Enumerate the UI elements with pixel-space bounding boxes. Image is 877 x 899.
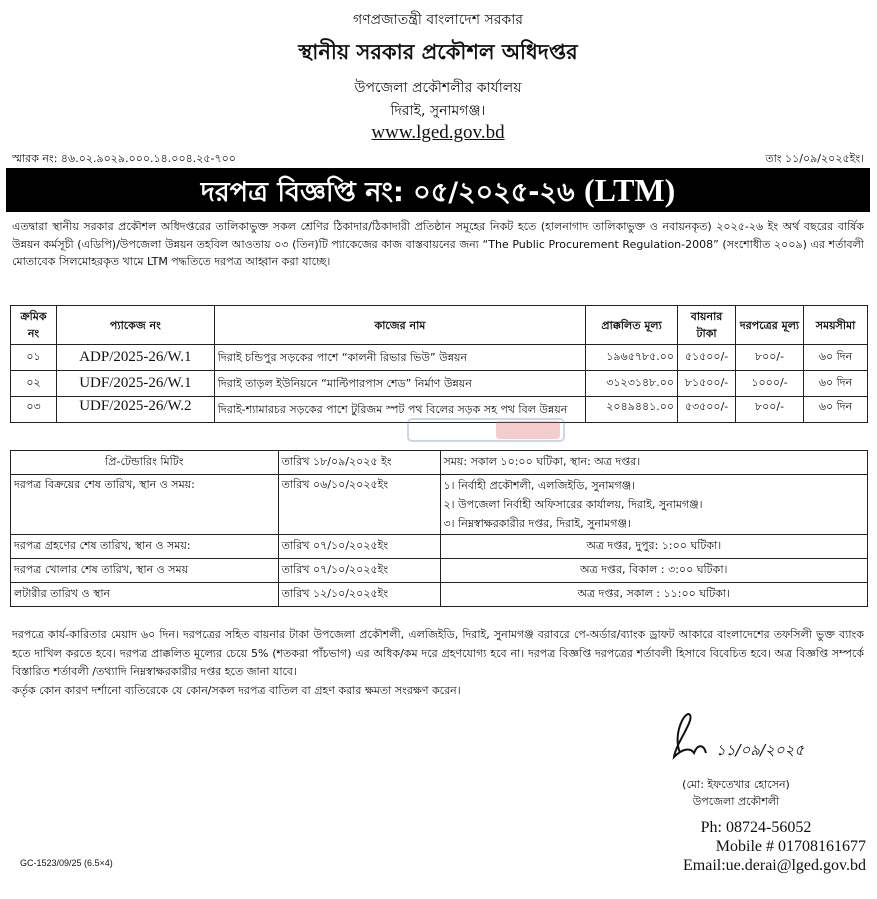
place-item: ১। নির্বাহী প্রকৌশলী, এলজিইডি, সুনামগঞ্জ।	[443, 479, 636, 492]
signatory-designation: উপজেলা প্রকৌশলী	[692, 795, 780, 808]
cell-earnest: ৮১৫০০/-	[678, 371, 736, 397]
government-name: গণপ্রজাতন্ত্রী বাংলাদেশ সরকার	[353, 12, 523, 28]
tender-notice	[6, 0, 870, 897]
memo-number: স্মারক নং: ৪৬.০২.৯০২৯.০০০.১৪.০০৪.২৫-৭০০	[12, 152, 236, 165]
package-table	[10, 305, 868, 423]
place-item: ৩। নিম্নস্বাক্ষরকারীর দপ্তর, দিরাই, সুনামগঞ্জ।	[443, 517, 631, 530]
department-name: স্থানীয় সরকার প্রকৌশল অধিদপ্তর	[298, 40, 578, 64]
website-link[interactable]: www.lged.gov.bd	[371, 122, 505, 143]
schedule-row	[11, 559, 868, 583]
cell-package: UDF/2025-26/W.1	[56, 371, 214, 397]
schedule-detail: অত্র দপ্তর, দুপুর: ১:০০ ঘটিকা।	[440, 535, 867, 559]
col-header-time: সময়সীমা	[803, 306, 867, 345]
mobile-number: Mobile # 01708161677	[715, 838, 866, 855]
col-header-sl: ক্রমিক নং	[11, 306, 57, 345]
cell-price: ৮০০/-	[736, 397, 804, 423]
cell-sl: ০১	[11, 345, 57, 371]
col-header-package: প্যাকেজ নং	[56, 306, 214, 345]
notice-title-banner	[6, 168, 870, 212]
signatory-block	[606, 776, 866, 810]
cell-sl: ০৩	[11, 397, 57, 423]
schedule-date: তারিখ ০৭/১০/২০২৫ইং	[278, 535, 440, 559]
col-header-price: দরপত্রের মূল্য	[736, 306, 804, 345]
place-item: ২। উপজেলা নির্বাহী অফিসারের কার্যালয়, দিরাই, সুনামগঞ্জ।	[443, 498, 703, 511]
cell-time: ৬০ দিন	[803, 397, 867, 423]
table-header-row	[11, 306, 868, 345]
schedule-label: প্রি-টেন্ডারিং মিটিং	[11, 451, 279, 475]
cell-package: ADP/2025-26/W.1	[56, 345, 214, 371]
notice-date: তাং ১১/০৯/২০২৫ইং।	[765, 152, 864, 165]
schedule-row	[11, 475, 868, 535]
terms-paragraph	[12, 626, 864, 700]
schedule-label: দরপত্র গ্রহণের শেষ তারিখ, স্থান ও সময়:	[11, 535, 279, 559]
col-header-cost: প্রাক্কলিত মূল্য	[586, 306, 678, 345]
schedule-row	[11, 535, 868, 559]
cell-time: ৬০ দিন	[803, 345, 867, 371]
handwritten-signature	[646, 703, 846, 763]
schedule-date: তারিখ ১৮/০৯/২০২৫ ইং	[278, 451, 440, 475]
email-address: Email:ue.derai@lged.gov.bd	[683, 857, 866, 874]
schedule-row	[11, 451, 868, 475]
intro-paragraph: এতদ্বারা স্থানীয় সরকার প্রকৌশল অধিদপ্তরের তালিকাভুক্ত সকল শ্রেণির ঠিকাদার/ঠিকাদারী প্রতিষ্ঠান সমূহের নিকট হতে (হালনাগাদ তালিকাভুক্ত ও নবায়নকৃত) ২০২৫-২৬ ইং অর্থ বছরের বার্ষিক উন্নয়ন কর্মসূচী (এডিপি)/উপজেলা উন্নয়ন তহবিল আওতায় ০৩ (তিন)টি প্যাকেজের কাজ বাস্তবায়নের জন্য “The Public Procurement Regulation-2008” (সংশোধীত ২০০৯) এর শর্তাবলী মোতাবেক সিলমোহরকৃত খামে LTM পদ্ধতিতে দরপত্র আহ্বান করা যাচ্ছে।	[12, 220, 864, 268]
cell-cost: ৩১২৩১৪৮.০০	[586, 371, 678, 397]
schedule-places	[440, 475, 867, 535]
col-header-earnest: বায়নার টাকা	[678, 306, 736, 345]
schedule-date: তারিখ ১২/১০/২০২৫ইং	[278, 583, 440, 607]
schedule-row	[11, 583, 868, 607]
table-row	[11, 371, 868, 397]
cell-price: ৮০০/-	[736, 345, 804, 371]
schedule-detail: অত্র দপ্তর, বিকাল : ৩:০০ ঘটিকা।	[440, 559, 867, 583]
schedule-date: তারিখ ০৬/১০/২০২৫ইং	[278, 475, 440, 535]
cell-cost: ১৯৬৫৭৮৫.০০	[586, 345, 678, 371]
table-row	[11, 345, 868, 371]
terms-text: দরপত্রে কার্য-কারিতার মেয়াদ ৬০ দিন। দরপত্রের সহিত বায়নার টাকা উপজেলা প্রকৌশলী, এলজিইডি, দিরাই, সুনামগঞ্জ বরাবরে পে-অর্ডার/ব্যাংক ড্রাফট আকারে বাংলাদেশের তফসিলী ভুক্ত ব্যাংক হতে দাখিল করতে হবে। দরপত্র প্রাক্কলিত মূল্যের চেয়ে 5% (শতকরা পাঁচভাগ) এর অধিক/কম দরে গ্রহণযোগ্য হবে না। দরপত্র বিজ্ঞপ্তি দরপত্রের শর্তাবলী হিসাবে বিবেচিত হবে। অত্র বিজ্ঞপ্তি সম্পর্কে বিস্তারিত শর্তাবলী /তথ্যাদি নিম্নস্বাক্ষরকারীর দপ্তর হতে জানা যাবে।	[12, 628, 864, 678]
cell-work: দিরাই-শ্যামারচর সড়কের পাশে টুরিজম স্পট পথ বিলের সড়ক সহ পথ বিল উন্নয়ন	[214, 397, 585, 423]
terms-text-2: কর্তৃক কোন কারণ দর্শানো ব্যতিরেকে যে কোন/সকল দরপত্র বাতিল বা গ্রহণ করার ক্ষমতা সংরক্ষণ করেন।	[12, 683, 461, 697]
cell-earnest: ৫১৫০০/-	[678, 345, 736, 371]
cell-price: ১০০০/-	[736, 371, 804, 397]
watermark-logo	[406, 415, 566, 445]
cell-work: দিরাই তাড়ল ইউনিয়নে “মাল্টিপারপাস শেড” নির্মাণ উন্নয়ন	[214, 371, 585, 397]
schedule-detail: সময়: সকাল ১০:০০ ঘটিকা, স্থান: অত্র দপ্তর।	[440, 451, 867, 475]
schedule-detail: অত্র দপ্তর, সকাল : ১১:০০ ঘটিকা।	[440, 583, 867, 607]
notice-title: দরপত্র বিজ্ঞপ্তি নং: ০৫/২০২৫-২৬	[200, 177, 575, 208]
cell-earnest: ৫৩৫০০/-	[678, 397, 736, 423]
cell-work: দিরাই চন্ডিপুর সড়কের পাশে “কালনী রিভার ভিউ” উন্নয়ন	[214, 345, 585, 371]
signatory-contact	[606, 818, 866, 875]
office-location: দিরাই, সুনামগঞ্জ।	[390, 103, 486, 119]
col-header-work: কাজের নাম	[214, 306, 585, 345]
schedule-date: তারিখ ০৭/১০/২০২৫ইং	[278, 559, 440, 583]
cell-cost: ২০৪৯৪৪১.০০	[586, 397, 678, 423]
office-name: উপজেলা প্রকৌশলীর কার্যালয়	[354, 80, 522, 96]
signature-date: ১১/০৯/২০২৫	[716, 741, 805, 759]
gc-code: GC-1523/09/25 (6.5×4)	[20, 858, 113, 868]
cell-sl: ০২	[11, 371, 57, 397]
schedule-label: দরপত্র খোলার শেষ তারিখ, স্থান ও সময়	[11, 559, 279, 583]
schedule-label: দরপত্র বিক্রয়ের শেষ তারিখ, স্থান ও সময়:	[11, 475, 279, 535]
schedule-label: লটারীর তারিখ ও স্থান	[11, 583, 279, 607]
phone-number: Ph: 08724-56052	[700, 819, 812, 836]
notice-method: (LTM)	[584, 172, 676, 208]
signatory-name: (মো: ইফতেখার হোসেন)	[682, 778, 790, 791]
cell-package: UDF/2025-26/W.2	[56, 397, 214, 423]
schedule-table	[10, 450, 868, 607]
cell-time: ৬০ দিন	[803, 371, 867, 397]
